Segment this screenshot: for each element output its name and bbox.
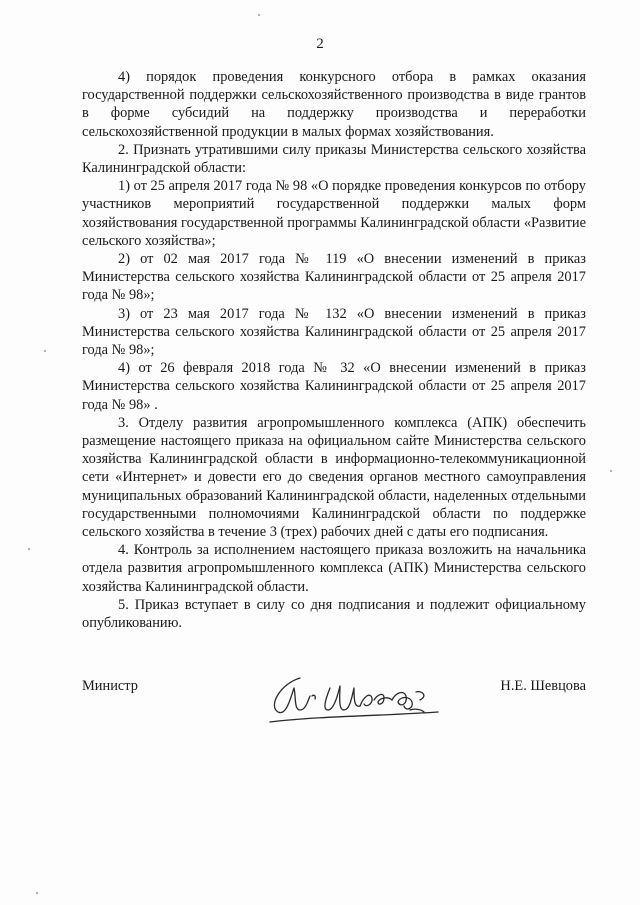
paragraph-order-3: 3) от 23 мая 2017 года № 132 «О внесении изменений в приказ Министерства сельского хозяйства Калининградской области от 25 апреля 2017 года № 98»; bbox=[82, 305, 586, 359]
page-number: 2 bbox=[316, 36, 324, 52]
scan-speck bbox=[44, 350, 46, 352]
scan-speck bbox=[36, 892, 38, 894]
paragraph-section-4: 4. Контроль за исполнением настоящего приказа возложить на начальника отдела развития агропромышленного комплекса (АПК) Министерства сельского хозяйства Калининградской области. bbox=[82, 542, 586, 595]
signatory-name: Н.Е. Шевцова bbox=[500, 678, 586, 694]
handwritten-signature bbox=[260, 666, 460, 726]
paragraph-order-4: 4) от 26 февраля 2018 года № 32 «О внесении изменений в приказ Министерства сельского хозяйства Калининградской области от 25 апреля 2017 года № 98» . bbox=[82, 360, 586, 413]
scan-speck bbox=[28, 548, 30, 550]
paragraph-item-4-list: 4) порядок проведения конкурсного отбора в рамках оказания государственной поддержки сельскохозяйственного производства в виде грантов в форме субсидий на поддержку производства и переработки сельскохозяйственной продукции в малых формах хозяйствования. bbox=[82, 69, 586, 140]
paragraph-order-2: 2) от 02 мая 2017 года № 119 «О внесении изменений в приказ Министерства сельского хозяйства Калининградской области от 25 апреля 2017 года № 98»; bbox=[82, 251, 586, 304]
scan-speck bbox=[610, 470, 612, 472]
signatory-title: Министр bbox=[82, 678, 138, 694]
signature-block bbox=[82, 666, 586, 726]
paragraph-order-1: 1) от 25 апреля 2017 года № 98 «О порядке проведения конкурсов по отбору участников мероприятий государственной поддержки малых форм хозяйствования государственной программы Калининградской области «Развитие сельского хозяйства»; bbox=[82, 178, 586, 249]
scan-speck bbox=[258, 14, 260, 16]
paragraph-section-3: 3. Отделу развития агропромышленного комплекса (АПК) обеспечить размещение настоящего приказа на официальном сайте Министерства сельского хозяйства Калининградской области в информационно-телекоммуникационной сети «Интернет» и довести его до сведения органов местного самоуправления муниципальных образований Калининградской области, наделенных отдельными государственными полномочиями Калининградской области по поддержке сельского хозяйства в течение 3 (трех) рабочих дней с даты его подписания. bbox=[82, 414, 586, 541]
document-body bbox=[82, 68, 586, 632]
paragraph-section-2: 2. Признать утратившими силу приказы Министерства сельского хозяйства Калининградской области: bbox=[82, 141, 586, 177]
paragraph-section-5: 5. Приказ вступает в силу со дня подписания и подлежит официальному опубликованию. bbox=[82, 596, 586, 632]
